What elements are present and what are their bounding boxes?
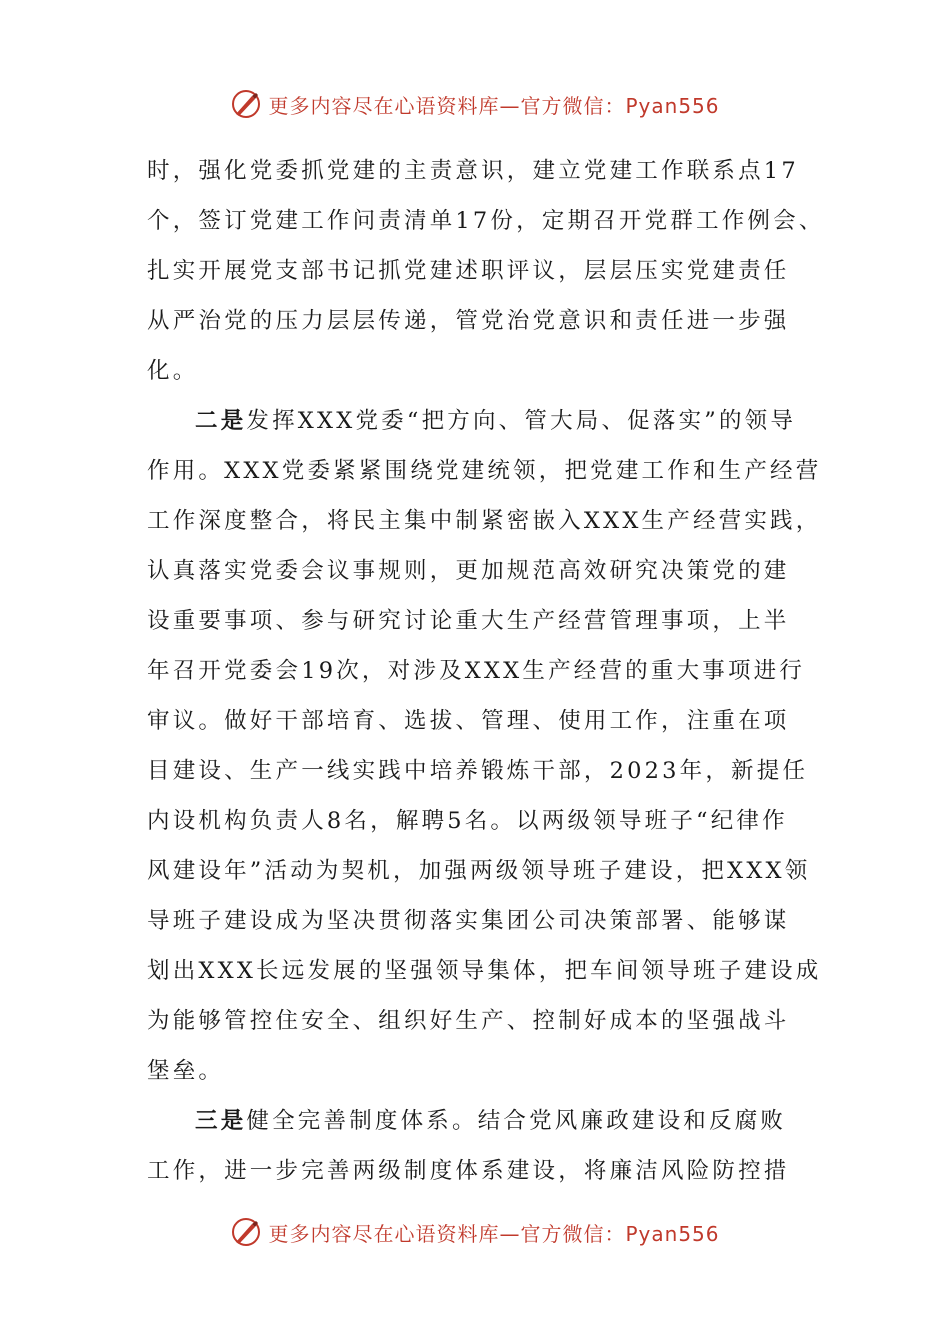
paragraph-line: 内设机构负责人8名，解聘5名。以两级领导班子“纪律作 <box>147 808 788 834</box>
paragraph-line: 时，强化党委抓党建的主责意识，建立党建工作联系点17 <box>147 158 799 184</box>
paragraph-line: 工作，进一步完善两级制度体系建设，将廉洁风险防控措 <box>147 1158 790 1184</box>
paragraph-line: 从严治党的压力层层传递，管党治党意识和责任进一步强 <box>147 308 790 334</box>
paragraph-line: 作用。XXX党委紧紧围绕党建统领，把党建工作和生产经营 <box>147 458 822 484</box>
watermark-text: 更多内容尽在心语资料库—官方微信：Pyan556 <box>268 93 720 118</box>
paragraph-line: 工作深度整合，将民主集中制紧密嵌入XXX生产经营实践， <box>147 508 822 534</box>
paragraph-line: 风建设年”活动为契机，加强两级领导班子建设，把XXX领 <box>147 858 811 884</box>
paragraph-line: 导班子建设成为坚决贯彻落实集团公司决策部署、能够谋 <box>147 908 790 934</box>
paragraph-line: 设重要事项、参与研究讨论重大生产经营管理事项，上半 <box>147 608 790 634</box>
paragraph-line: 年召开党委会19次，对涉及XXX生产经营的重大事项进行 <box>147 658 806 684</box>
paragraph-line-lead: 二是发挥XXX党委“把方向、管大局、促落实”的领导 <box>195 408 797 434</box>
paragraph-line: 堡垒。 <box>147 1058 225 1084</box>
paragraph-line: 个，签订党建工作问责清单17份，定期召开党群工作例会、 <box>147 208 825 234</box>
paragraph-line: 扎实开展党支部书记抓党建述职评议，层层压实党建责任 <box>147 258 790 284</box>
paragraph-lead-third: 三是 <box>195 1108 247 1134</box>
footer-watermark <box>0 1212 950 1252</box>
paragraph-line: 为能够管控住安全、组织好生产、控制好成本的坚强战斗 <box>147 1008 790 1034</box>
paragraph-lead-second: 二是 <box>195 408 247 434</box>
pen-circle-logo-icon <box>230 88 262 120</box>
paragraph-line: 认真落实党委会议事规则，更加规范高效研究决策党的建 <box>147 558 790 584</box>
paragraph-line-lead: 三是健全完善制度体系。结合党风廉政建设和反腐败 <box>195 1108 787 1134</box>
paragraph-line: 划出XXX长远发展的坚强领导集体，把车间领导班子建设成 <box>147 958 822 984</box>
paragraph-line: 审议。做好干部培育、选拔、管理、使用工作，注重在项 <box>147 708 790 734</box>
watermark-text: 更多内容尽在心语资料库—官方微信：Pyan556 <box>268 1221 720 1246</box>
header-watermark <box>0 84 950 124</box>
paragraph-line: 化。 <box>147 358 199 384</box>
paragraph-line: 目建设、生产一线实践中培养锻炼干部，2023年，新提任 <box>147 758 809 784</box>
pen-circle-logo-icon <box>230 1216 262 1248</box>
